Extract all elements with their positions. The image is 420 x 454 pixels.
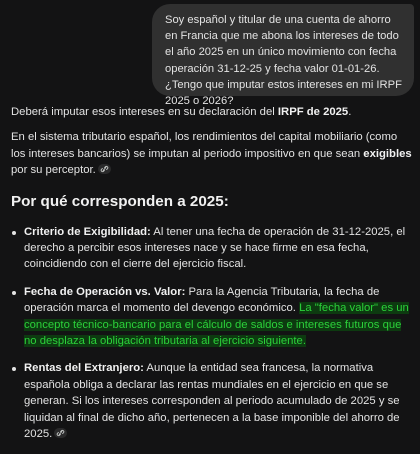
summary-bold: IRPF de 2025 [277, 106, 349, 118]
bullet-text: Aunque la entidad sea francesa, la normativa española obliga a declarar las rentas mundiales en el ejercicio en que se generan. Si los intereses corresponden al periodo acumulado de 2025 y se liquidan al final de dicho año, pertenecen a la base imponible del ahorro de 2025. [24, 362, 400, 441]
explanation-end: por su perceptor. [11, 164, 96, 177]
explanation-bold: exigibles [363, 147, 412, 160]
list-item [11, 360, 414, 442]
bullet-text: Al tener una fecha de operación de 31-12-2025, el derecho a percibir esos intereses nace y se hace firme en esa fecha, coincidiendo con el cierre del ejercicio fiscal. [24, 225, 406, 271]
answer-summary [11, 104, 414, 120]
section-heading: Por qué corresponden a 2025: [11, 192, 229, 210]
summary-end: . [348, 106, 352, 118]
reasons-list [11, 224, 414, 443]
bullet-title: Rentas del Extranjero: [24, 362, 144, 375]
user-message-bubble [152, 4, 414, 108]
answer-explanation [11, 129, 414, 178]
highlighted-text: La "fecha valor" es un concepto técnico-bancario para el cálculo de saldos e intereses futuros que no desplaza la obligación tributaria al ejercicio siguiente. [24, 302, 409, 348]
user-message-text: Soy español y titular de una cuenta de ahorro en Francia que me abona los intereses de todo el año 2025 en un único movimiento con fecha operación 31-12-25 y fecha valor 01-01-26. ¿Tengo que imputar estos intereses en mi IRPF 2025 o 2026? [165, 14, 402, 108]
bullet-text: Para la Agencia Tributaria, la fecha de operación marca el momento del devengo económico. [24, 285, 380, 315]
list-item [11, 284, 414, 350]
summary-text: Deberá imputar esos intereses en su declaración del [11, 106, 278, 118]
link-icon[interactable] [98, 164, 111, 174]
bullet-title: Fecha de Operación vs. Valor: [24, 285, 186, 298]
list-item [11, 224, 414, 273]
assistant-response [11, 104, 414, 454]
bullet-title: Criterio de Exigibilidad: [24, 225, 151, 238]
explanation-text: En el sistema tributario español, los rendimientos del capital mobiliario (como los intereses bancarios) se imputan al periodo impositivo en que sean [11, 131, 398, 160]
link-icon[interactable] [54, 428, 67, 438]
